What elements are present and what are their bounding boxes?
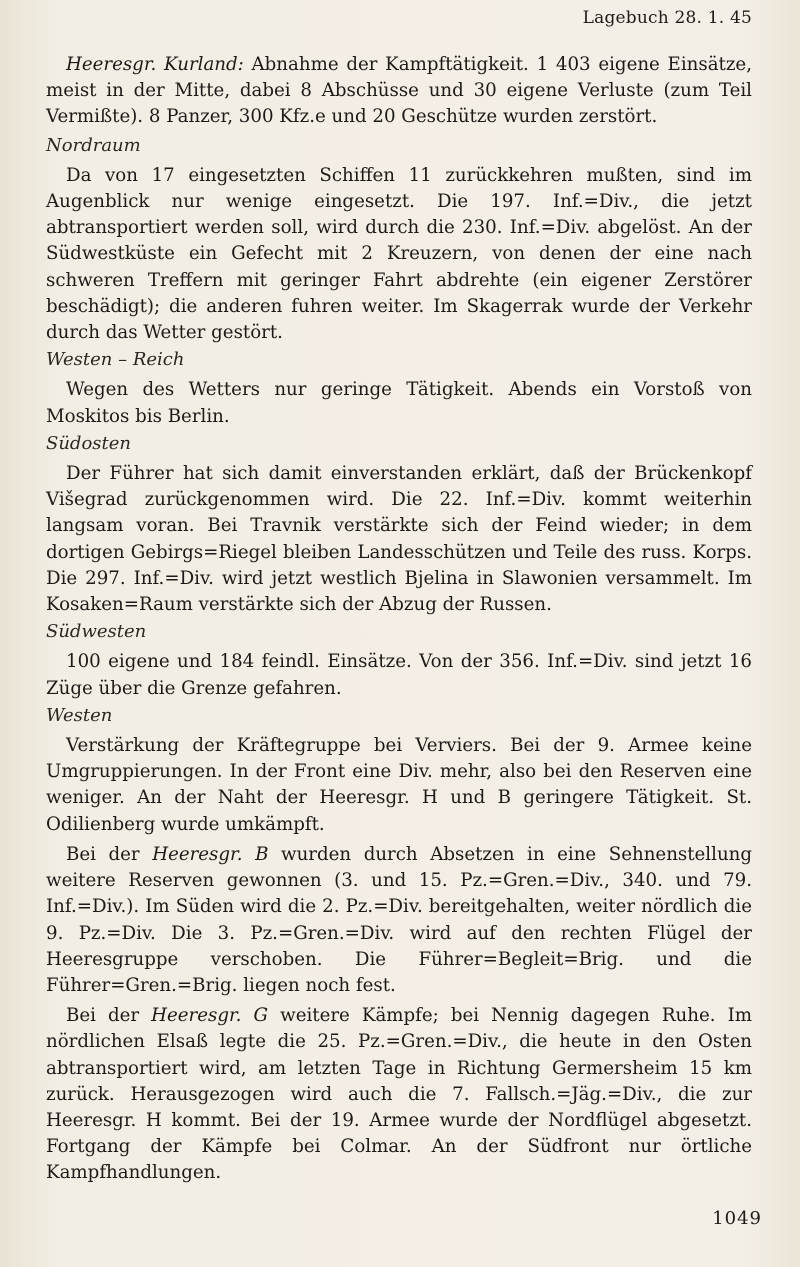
westen-p3-text: weitere Kämpfe; bei Nennig dagegen Ruhe. Im nördlichen Elsaß legte die 25. Pz.=Gren.=Div., die heute in den Osten abtransportiert wird, am letzten Tage in Richtung Germersheim 15 km zurück. Herausgezogen wird auch die 7. Fallsch.=Jäg.=Div., die zur Heeresgr. H kommt. Bei der 19. Armee wurde der Nordflügel abgesetzt. Fortgang der Kämpfe bei Colmar. An der Südfront nur örtliche Kampfhandlungen. [46,1005,753,1184]
intro-label: Heeresgr. Kurland: [66,54,244,75]
section-heading-suedosten: Südosten [46,432,131,454]
section-heading-nordraum: Nordraum [46,134,141,156]
westen-p2-label: Heeresgr. B [152,843,269,865]
section-heading-suedwesten: Südwesten [46,621,147,643]
page-number: 1049 [712,1208,762,1229]
westen-p2-text: wurden durch Absetzen in eine Sehnenstellung weitere Reserven gewonnen (3. und 15. Pz.=Gren.=Div., 340. und 79. Inf.=Div.). Im Süden wird die 2. Pz.=Div. bereitgehalten, weiter nördlich die 9. Pz.=Div. Die 3. Pz.=Gren.=Div. wird auf den rechten Flügel der Heeresgruppe verschoben. Die Führer=Begleit=Brig. und die Führer=Gren.=Brig. liegen noch fest. [46,843,753,996]
section-text-westen-reich: Wegen des Wetters nur geringe Tätigkeit. Abends ein Vorstoß von Moskitos bis Berlin. [46,379,752,427]
westen-p2-pre: Bei der [66,843,153,865]
westen-paragraph-3 [46,1003,752,1186]
westen-p3-label: Heeresgr. G [151,1005,269,1027]
section-heading-westen-reich: Westen – Reich [46,349,185,371]
intro-text: Abnahme der Kampftätigkeit. 1 403 eigene Einsätze, meist in der Mitte, dabei 8 Abschüsse und 30 eigene Verluste (zum Teil Vermißte). 8 Panzer, 300 Kfz.e und 20 Geschütze wurden zerstört. [46,54,752,128]
running-head: Lagebuch 28. 1. 45 [582,8,752,28]
section-text-suedosten: Der Führer hat sich damit einverstanden erklärt, daß der Brückenkopf Višegrad zurückgenommen wird. Die 22. Inf.=Div. kommt weiterhin langsam voran. Bei Travnik verstärkte sich der Feind wieder; in dem dortigen Gebirgs=Riegel bleiben Landesschützen und Teile des russ. Korps. Die 297. Inf.=Div. wird jetzt westlich Bjelina in Slawonien versammelt. Im Kosaken=Raum verstärkte sich der Abzug der Russen. [46,463,752,616]
section-text-nordraum: Da von 17 eingesetzten Schiffen 11 zurückkehren mußten, sind im Augenblick nur wenige eingesetzt. Die 197. Inf.=Div., die jetzt abtransportiert werden soll, wird durch die 230. Inf.=Div. abgelöst. An der Südwestküste ein Gefecht mit 2 Kreuzern, von denen der eine nach schweren Treffern mit geringer Fahrt abdrehte (ein eigener Zerstörer beschädigt); die anderen fuhren weiter. Im Skagerrak wurde der Verkehr durch das Wetter gestört. [46,164,752,344]
page-body [46,52,752,1187]
section-heading-westen: Westen [46,704,113,726]
westen-paragraph-1: Verstärkung der Kräftegruppe bei Verviers. Bei der 9. Armee keine Umgruppierungen. In der Front eine Div. mehr, also bei den Reserven eine weniger. An der Naht der Heeresgr. H und B geringere Tätigkeit. St. Odilienberg wurde umkämpft. [46,735,752,835]
intro-paragraph [46,52,752,131]
westen-paragraph-2 [46,842,752,999]
westen-p3-pre: Bei der [66,1005,152,1027]
section-text-suedwesten: 100 eigene und 184 feindl. Einsätze. Von der 356. Inf.=Div. sind jetzt 16 Züge über die Grenze gefahren. [46,651,752,699]
